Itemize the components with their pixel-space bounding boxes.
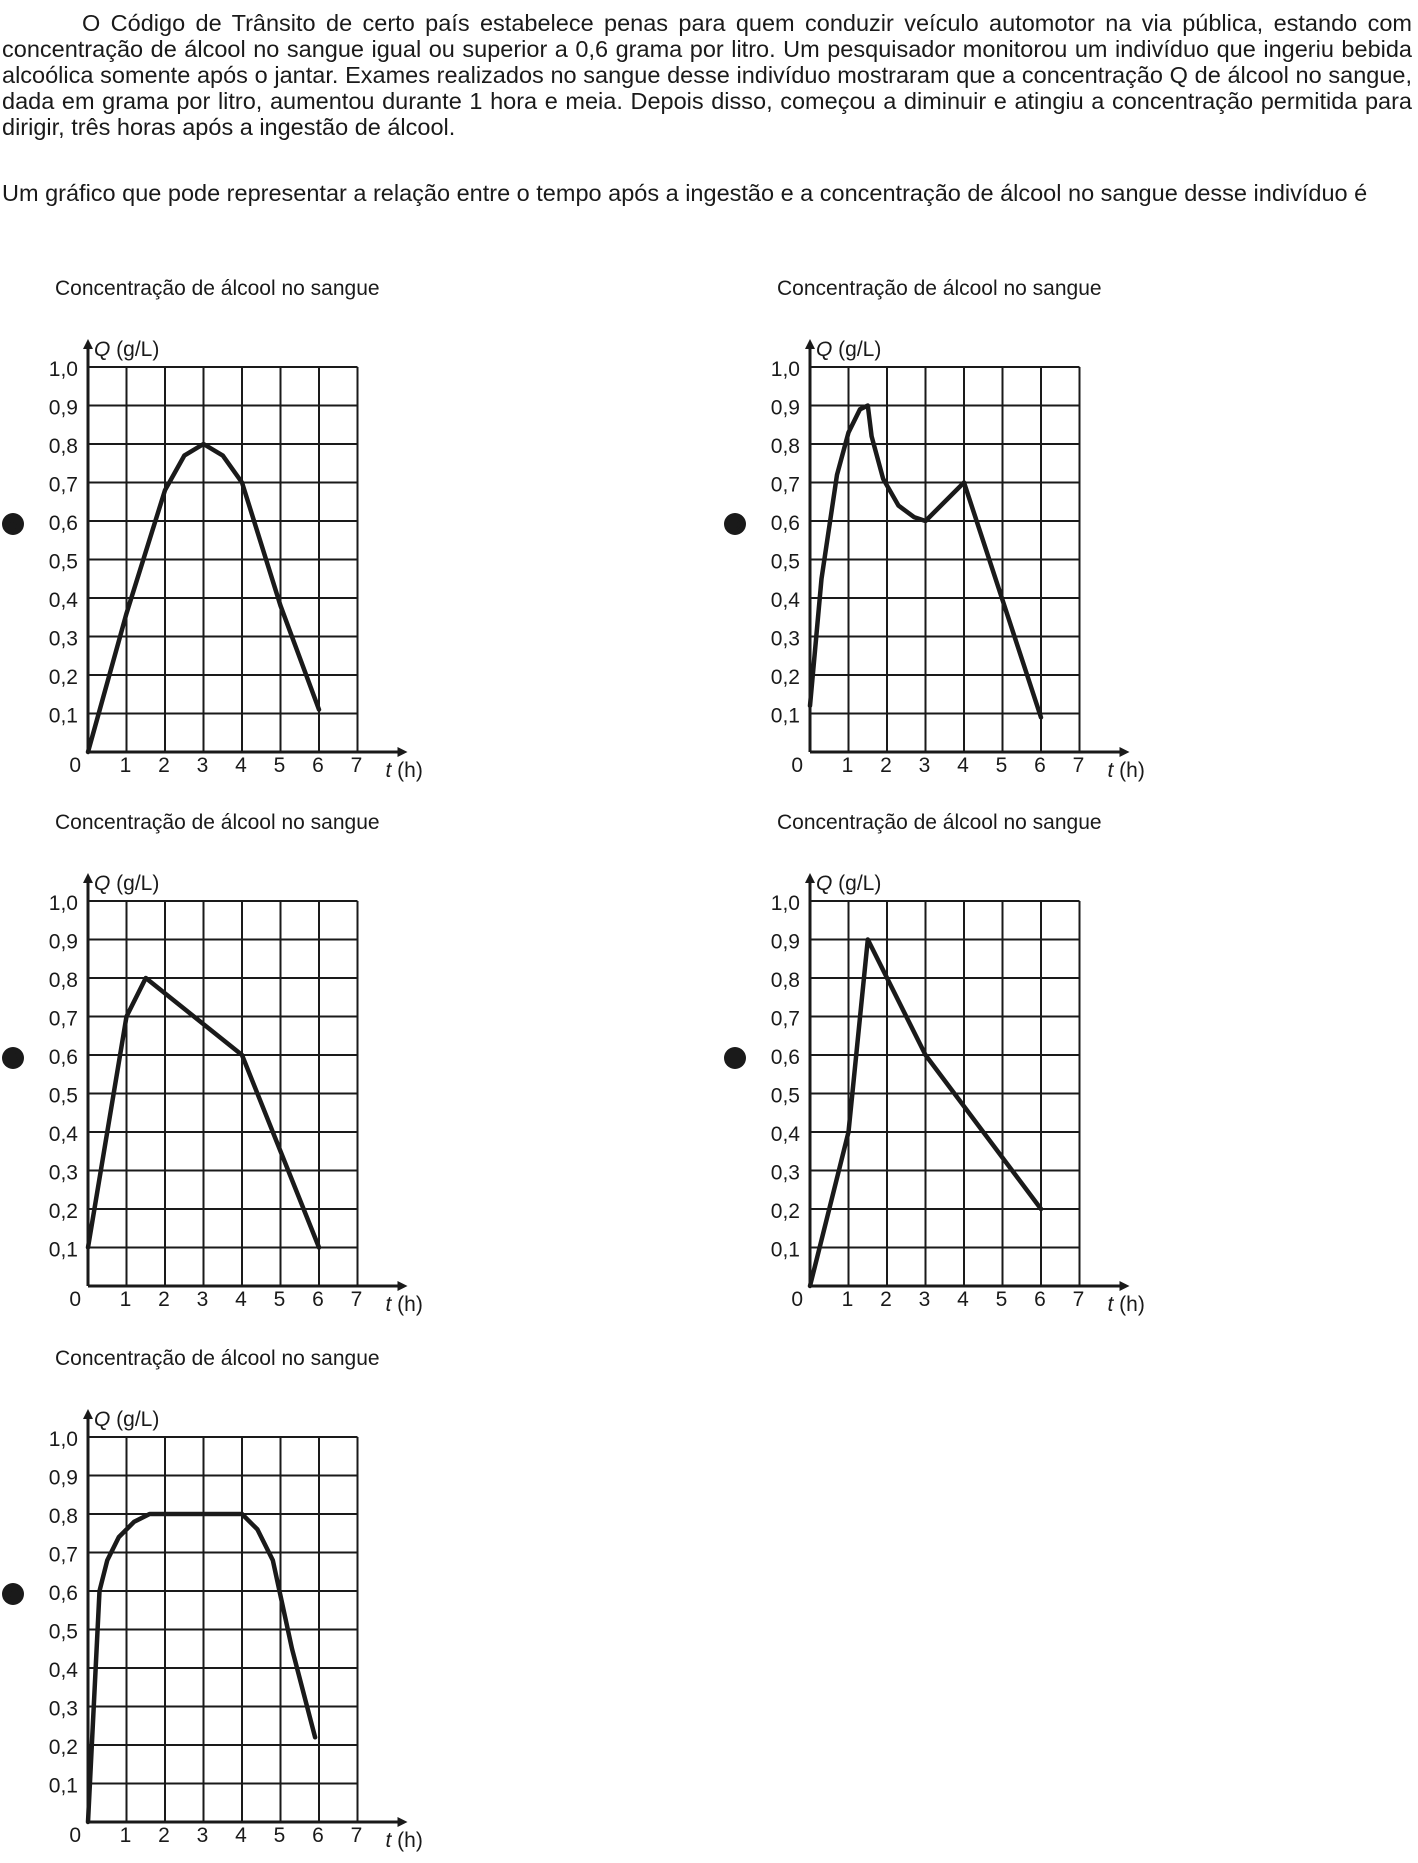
y-tick-label: 0,1 bbox=[48, 704, 78, 728]
y-tick-label: 0,9 bbox=[770, 396, 800, 420]
chart-B bbox=[2, 811, 423, 1316]
x-tick-label: 3 bbox=[918, 754, 931, 777]
y-axis-arrow bbox=[83, 339, 93, 349]
chart-title: Concentração de álcool no sangue bbox=[55, 277, 380, 300]
y-tick-label: 0,5 bbox=[48, 1620, 78, 1644]
y-tick-label: 0,2 bbox=[48, 1736, 78, 1759]
x-tick-label: 1 bbox=[119, 1288, 132, 1311]
y-tick-label: 1,0 bbox=[770, 892, 800, 915]
y-axis-arrow bbox=[805, 339, 815, 349]
x-tick-label: 6 bbox=[312, 1288, 324, 1311]
y-tick-label: 0,7 bbox=[48, 1007, 78, 1031]
x-axis-arrow bbox=[1120, 1281, 1130, 1291]
y-tick-label: 0,2 bbox=[48, 1200, 78, 1223]
y-tick-label: 0,4 bbox=[48, 589, 78, 612]
x-tick-label: 2 bbox=[158, 1288, 170, 1311]
x-tick-label: 6 bbox=[1034, 754, 1046, 777]
x-axis-arrow bbox=[398, 747, 408, 757]
y-tick-label: 1,0 bbox=[48, 892, 78, 915]
y-tick-label: 0,3 bbox=[48, 1697, 78, 1721]
x-tick-label: 4 bbox=[235, 754, 247, 777]
y-tick-label: 0,1 bbox=[770, 704, 800, 728]
origin-label: 0 bbox=[69, 1824, 81, 1847]
y-tick-label: 0,9 bbox=[48, 930, 78, 954]
y-tick-label: 0,7 bbox=[48, 1543, 78, 1567]
origin-label: 0 bbox=[69, 754, 81, 777]
y-tick-label: 0,1 bbox=[48, 1774, 78, 1798]
y-tick-label: 0,4 bbox=[770, 1123, 800, 1146]
x-tick-label: 2 bbox=[880, 754, 892, 777]
option-letter: D bbox=[729, 517, 741, 534]
y-tick-label: 0,7 bbox=[770, 473, 800, 497]
y-tick-label: 0,1 bbox=[48, 1238, 78, 1262]
x-tick-label: 7 bbox=[350, 1288, 363, 1311]
y-axis-label: Q (g/L) bbox=[816, 872, 882, 895]
y-tick-label: 0,5 bbox=[770, 550, 800, 574]
x-axis-label: t (h) bbox=[385, 1829, 423, 1852]
x-tick-label: 2 bbox=[158, 1824, 170, 1847]
option-letter: E bbox=[729, 1051, 741, 1068]
y-tick-label: 0,3 bbox=[48, 627, 78, 651]
x-tick-label: 4 bbox=[235, 1824, 247, 1847]
y-axis-label: Q (g/L) bbox=[94, 1408, 160, 1431]
y-tick-label: 0,4 bbox=[48, 1123, 78, 1146]
x-tick-label: 5 bbox=[995, 1288, 1008, 1311]
y-tick-label: 0,6 bbox=[770, 1046, 800, 1069]
y-tick-label: 0,6 bbox=[48, 1046, 78, 1069]
y-tick-label: 0,4 bbox=[48, 1659, 78, 1682]
y-tick-label: 0,2 bbox=[770, 666, 800, 689]
x-tick-label: 5 bbox=[273, 1824, 286, 1847]
chart-title: Concentração de álcool no sangue bbox=[777, 811, 1102, 834]
x-axis-label: t (h) bbox=[1107, 1293, 1145, 1316]
chart-title: Concentração de álcool no sangue bbox=[777, 277, 1102, 300]
origin-label: 0 bbox=[791, 1288, 803, 1311]
y-tick-label: 0,6 bbox=[48, 1582, 78, 1605]
y-tick-label: 0,3 bbox=[770, 1161, 800, 1185]
y-tick-label: 0,7 bbox=[48, 473, 78, 497]
chart-D bbox=[724, 277, 1145, 782]
x-tick-label: 1 bbox=[841, 1288, 854, 1311]
x-axis-arrow bbox=[398, 1281, 408, 1291]
option-letter: B bbox=[7, 1051, 19, 1068]
y-tick-label: 1,0 bbox=[770, 358, 800, 381]
chart-title: Concentração de álcool no sangue bbox=[55, 1347, 380, 1370]
y-tick-label: 0,8 bbox=[770, 435, 800, 458]
question-paragraph-2: Um gráfico que pode representar a relação entre o tempo após a ingestão e a concentração de álcool no sangue desse indivíduo é bbox=[2, 180, 1368, 206]
x-tick-label: 7 bbox=[1072, 1288, 1085, 1311]
y-axis-arrow bbox=[83, 873, 93, 883]
origin-label: 0 bbox=[791, 754, 803, 777]
y-tick-label: 0,8 bbox=[48, 1505, 78, 1528]
x-axis-arrow bbox=[1120, 747, 1130, 757]
y-tick-label: 0,9 bbox=[770, 930, 800, 954]
y-axis-label: Q (g/L) bbox=[816, 338, 882, 361]
x-tick-label: 2 bbox=[158, 754, 170, 777]
y-tick-label: 1,0 bbox=[48, 358, 78, 381]
x-tick-label: 3 bbox=[196, 754, 209, 777]
y-tick-label: 0,3 bbox=[48, 1161, 78, 1185]
x-tick-label: 3 bbox=[196, 1288, 209, 1311]
x-axis-arrow bbox=[398, 1817, 408, 1827]
y-tick-label: 0,5 bbox=[48, 1084, 78, 1108]
y-tick-label: 0,1 bbox=[770, 1238, 800, 1262]
y-tick-label: 0,6 bbox=[770, 512, 800, 535]
x-tick-label: 6 bbox=[312, 1824, 324, 1847]
x-tick-label: 7 bbox=[350, 1824, 363, 1847]
chart-A bbox=[2, 277, 423, 782]
y-tick-label: 0,8 bbox=[48, 435, 78, 458]
y-tick-label: 0,2 bbox=[48, 666, 78, 689]
x-tick-label: 6 bbox=[312, 754, 324, 777]
x-tick-label: 7 bbox=[1072, 754, 1085, 777]
y-axis-arrow bbox=[805, 873, 815, 883]
x-tick-label: 5 bbox=[995, 754, 1008, 777]
x-tick-label: 1 bbox=[119, 754, 132, 777]
x-tick-label: 1 bbox=[841, 754, 854, 777]
y-tick-label: 0,8 bbox=[48, 969, 78, 992]
question-paragraph-1: O Código de Trânsito de certo país estabelece penas para quem conduzir veículo automotor na via pública, estando com concentração de álcool no sangue igual ou superior a 0,6 grama por litro. Um pesquisador monitorou um indivíduo que ingeriu bebida alcoólica somente após o jantar. Exames realizados no sangue desse indivíduo mostraram que a concentração Q de álcool no sangue, dada em grama por litro, aumentou durante 1 hora e meia. Depois disso, começou a diminuir e atingiu a concentração permitida para dirigir, três horas após a ingestão de álcool. bbox=[2, 10, 1412, 140]
chart-E bbox=[724, 811, 1145, 1316]
chart-C bbox=[2, 1347, 423, 1852]
y-axis-arrow bbox=[83, 1409, 93, 1419]
origin-label: 0 bbox=[69, 1288, 81, 1311]
x-axis-label: t (h) bbox=[385, 1293, 423, 1316]
y-tick-label: 0,5 bbox=[48, 550, 78, 574]
y-tick-label: 1,0 bbox=[48, 1428, 78, 1451]
x-tick-label: 6 bbox=[1034, 1288, 1046, 1311]
y-tick-label: 0,4 bbox=[770, 589, 800, 612]
chart-title: Concentração de álcool no sangue bbox=[55, 811, 380, 834]
x-tick-label: 4 bbox=[957, 754, 969, 777]
y-tick-label: 0,3 bbox=[770, 627, 800, 651]
y-tick-label: 0,2 bbox=[770, 1200, 800, 1223]
x-axis-label: t (h) bbox=[1107, 759, 1145, 782]
y-tick-label: 0,8 bbox=[770, 969, 800, 992]
y-tick-label: 0,7 bbox=[770, 1007, 800, 1031]
option-letter: C bbox=[7, 1587, 19, 1604]
x-tick-label: 7 bbox=[350, 754, 363, 777]
x-tick-label: 4 bbox=[235, 1288, 247, 1311]
x-tick-label: 5 bbox=[273, 1288, 286, 1311]
y-tick-label: 0,6 bbox=[48, 512, 78, 535]
option-letter: A bbox=[7, 517, 19, 534]
x-tick-label: 4 bbox=[957, 1288, 969, 1311]
x-axis-label: t (h) bbox=[385, 759, 423, 782]
y-axis-label: Q (g/L) bbox=[94, 338, 160, 361]
y-axis-label: Q (g/L) bbox=[94, 872, 160, 895]
y-tick-label: 0,9 bbox=[48, 1466, 78, 1490]
y-tick-label: 0,5 bbox=[770, 1084, 800, 1108]
x-tick-label: 5 bbox=[273, 754, 286, 777]
x-tick-label: 3 bbox=[196, 1824, 209, 1847]
x-tick-label: 1 bbox=[119, 1824, 132, 1847]
x-tick-label: 3 bbox=[918, 1288, 931, 1311]
x-tick-label: 2 bbox=[880, 1288, 892, 1311]
y-tick-label: 0,9 bbox=[48, 396, 78, 420]
